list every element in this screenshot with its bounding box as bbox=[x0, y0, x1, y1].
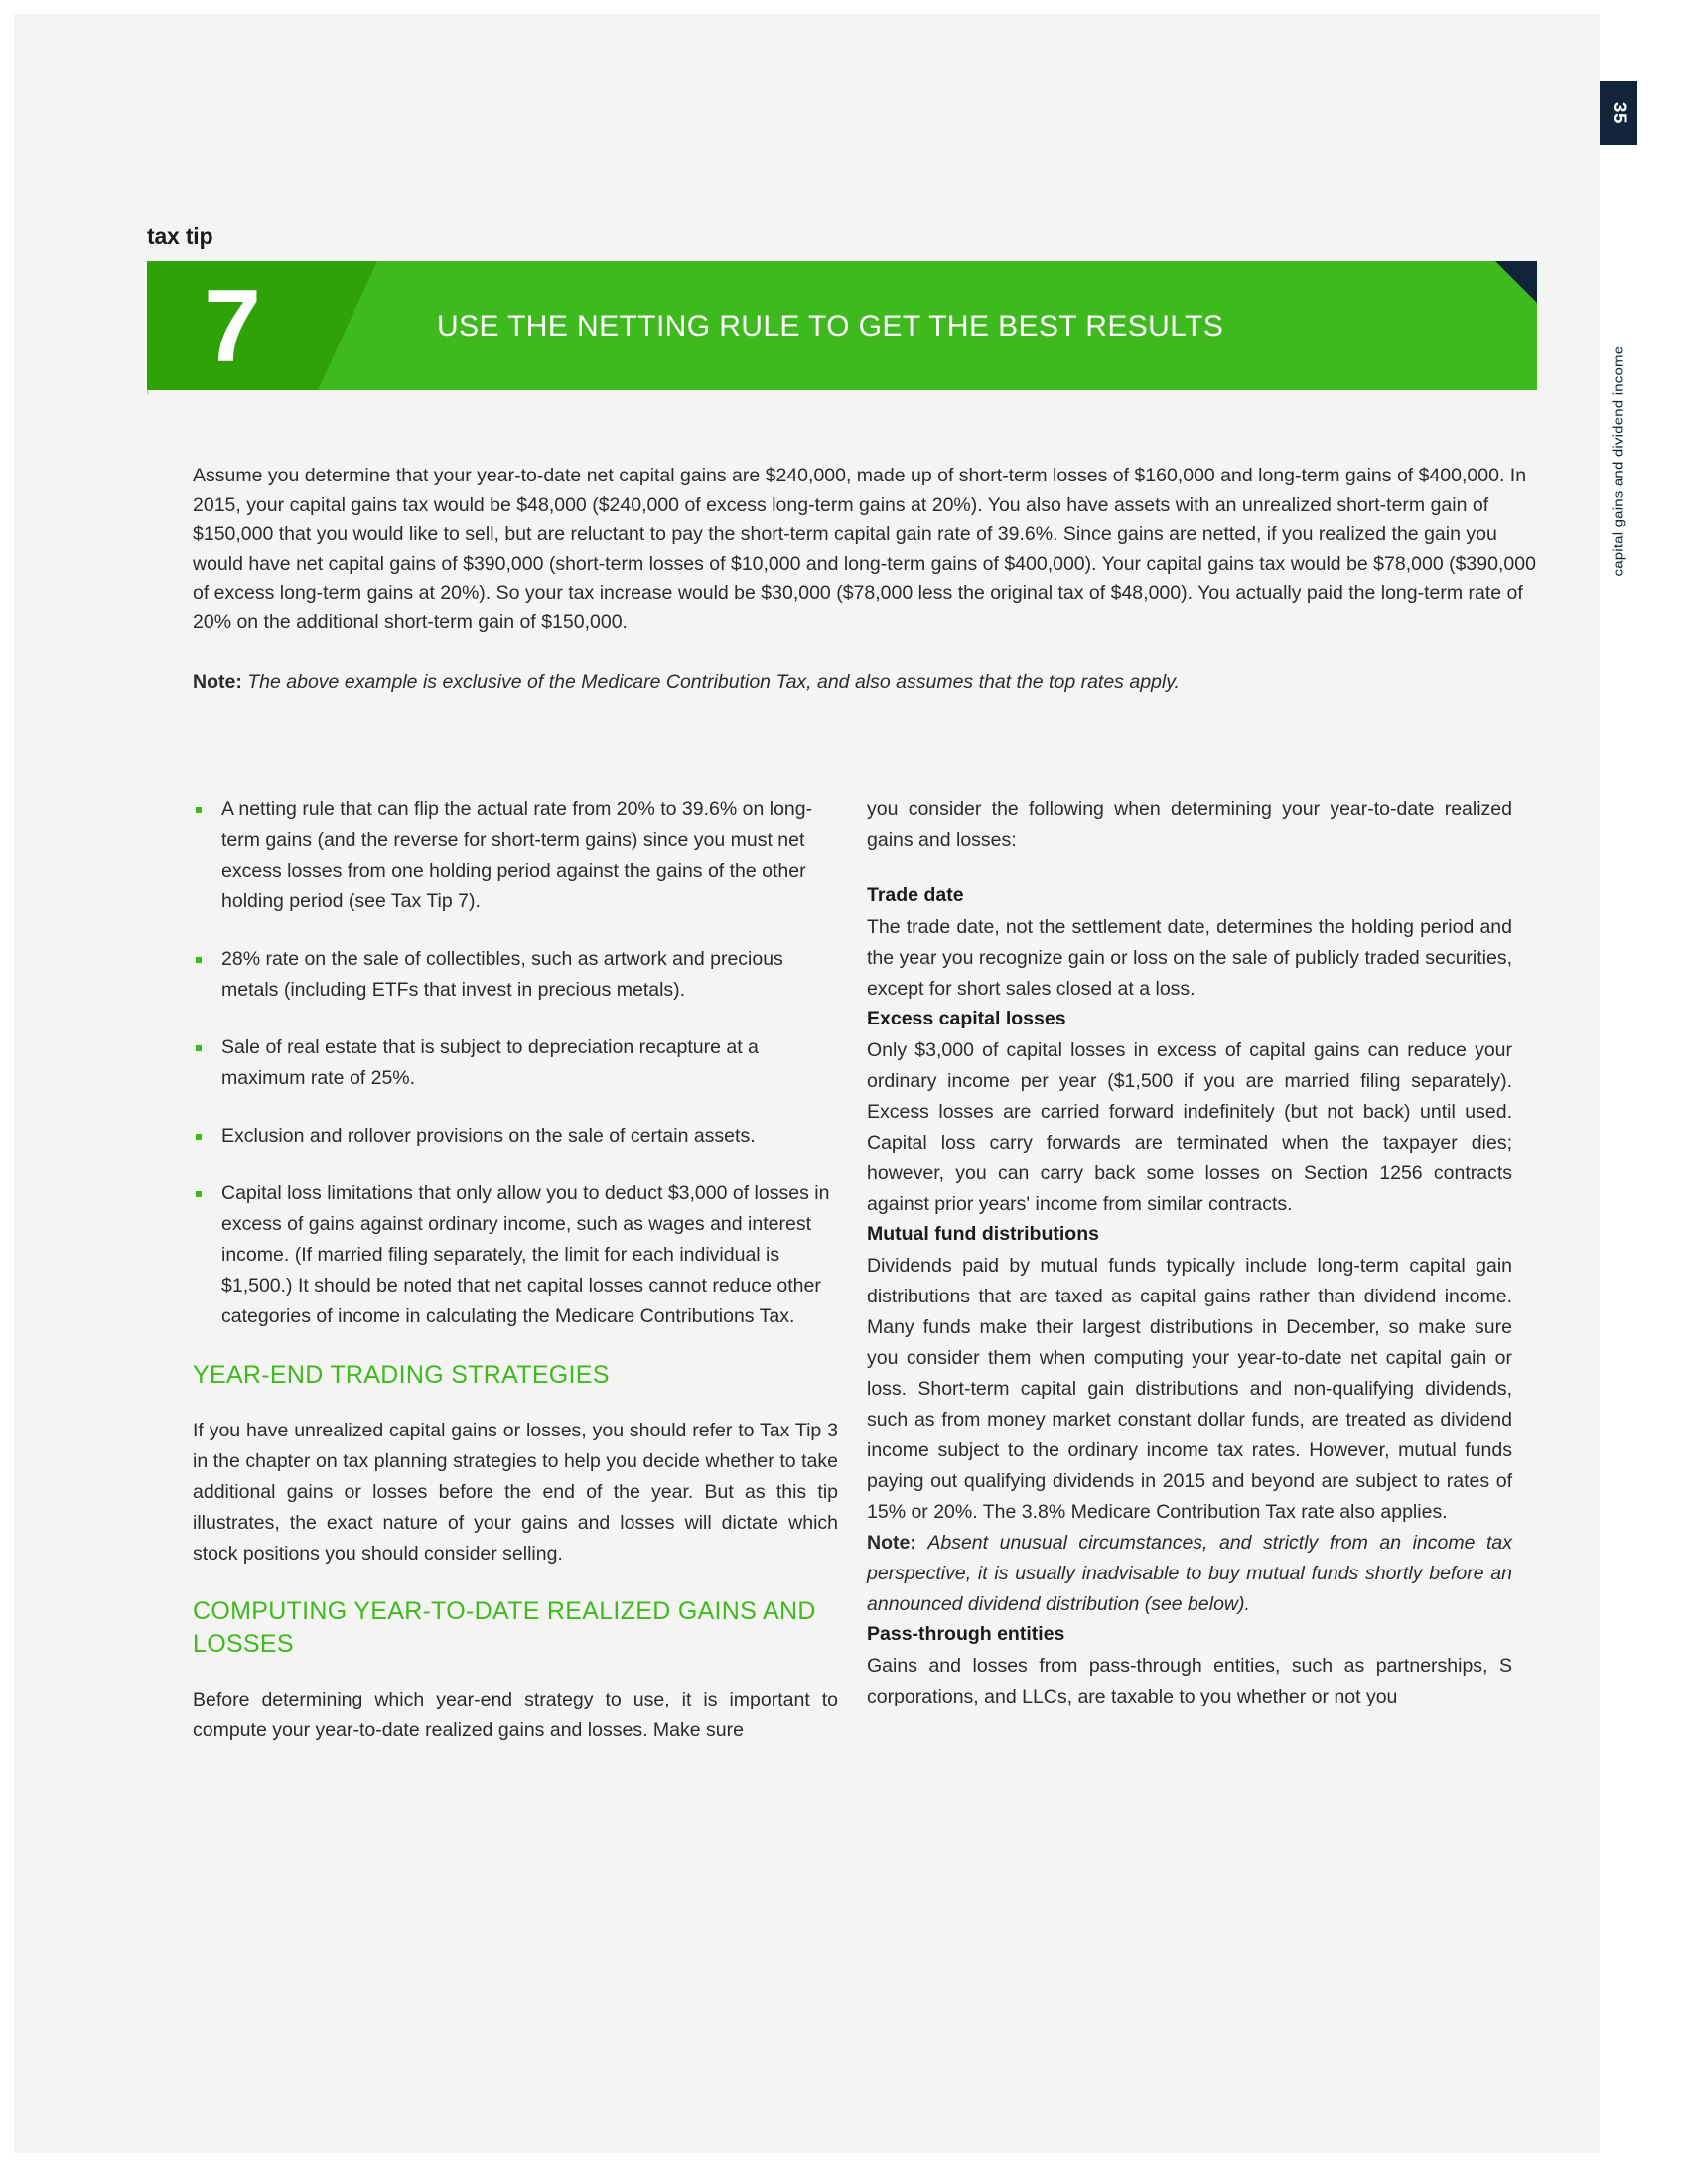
left-column bbox=[193, 794, 838, 1746]
folded-corner-icon bbox=[1495, 261, 1537, 303]
tax-tip-number: 7 bbox=[204, 269, 261, 384]
list-item: Capital loss limitations that only allow you to deduct $3,000 of losses in excess of gains against ordinary income, such as wages and interest income. (If married filing separately, the limit for each individual is $1,500.) It should be noted that net capital losses cannot reduce other categories of income in calculating the Medicare Contributions Tax. bbox=[193, 1178, 838, 1332]
right-column-note bbox=[867, 1528, 1512, 1620]
subheading-excess-capital-losses: Excess capital losses bbox=[867, 1008, 1066, 1029]
right-column-continuation: you consider the following when determining your year-to-date realized gains and losses: bbox=[867, 798, 1512, 851]
section-heading-computing-gains: COMPUTING YEAR-TO-DATE REALIZED GAINS AND LOSSES bbox=[193, 1597, 816, 1658]
subheading-trade-date: Trade date bbox=[867, 885, 964, 906]
paragraph-trade-date: The trade date, not the settlement date, determines the holding period and the year you recognize gain or loss on the sale of publicly traded securities, except for short sales closed at a loss. bbox=[867, 916, 1512, 1000]
key-points-list bbox=[193, 794, 838, 1332]
tax-tip-number-block bbox=[147, 261, 318, 390]
tax-tip-title: USE THE NETTING RULE TO GET THE BEST RESULTS bbox=[437, 310, 1224, 342]
list-item: Sale of real estate that is subject to depreciation recapture at a maximum rate of 25%. bbox=[193, 1032, 838, 1094]
page-number: 35 bbox=[1609, 101, 1629, 125]
page-number-tab bbox=[1600, 81, 1637, 145]
tax-tip-header bbox=[147, 223, 1537, 390]
intro-paragraph: Assume you determine that your year-to-date net capital gains are $240,000, made up of short-term losses of $160,000 and long-term gains of $400,000. In 2015, your capital gains tax would be $48,000 ($240,000 of excess long-term gains at 20%). You also have assets with an unrealized short-term gain of $150,000 that you would like to sell, but are reluctant to pay the short-term capital gain rate of 39.6%. Since gains are netted, if you realized the gain you would have net capital gains of $390,000 (short-term losses of $10,000 and long-term gains of $400,000). Your capital gains tax would be $78,000 ($390,000 of excess long-term gains at 20%). So your tax increase would be $30,000 ($78,000 less the original tax of $48,000). You actually paid the long-term rate of 20% on the additional short-term gain of $150,000. bbox=[193, 465, 1536, 633]
section-paragraph-year-end-trading: If you have unrealized capital gains or losses, you should refer to Tax Tip 3 in the chapter on tax planning strategies to help you decide whether to take additional gains or losses before the end of the year. But as this tip illustrates, the exact nature of your gains and losses will dictate which stock positions you should consider selling. bbox=[193, 1420, 838, 1565]
section-heading-year-end-trading: YEAR-END TRADING STRATEGIES bbox=[193, 1361, 610, 1389]
chapter-side-label-text: capital gains and dividend income bbox=[1610, 345, 1627, 577]
tax-tip-banner bbox=[147, 261, 1537, 390]
paragraph-mutual-fund-distributions: Dividends paid by mutual funds typically include long-term capital gain distributions that are taxed as capital gains rather than dividend income. Many funds make their largest distributions in December, so make sure you consider them when computing your year-to-date net capital gain or loss. Short-term capital gain distributions and non-qualifying dividends, such as from money market constant dollar funds, are treated as dividend income subject to the ordinary income tax rates. However, mutual funds paying out qualifying dividends in 2015 and beyond are subject to rates of 15% or 20%. The 3.8% Medicare Contribution Tax rate also applies. bbox=[867, 1255, 1512, 1523]
paragraph-excess-capital-losses: Only $3,000 of capital losses in excess of capital gains can reduce your ordinary income per year ($1,500 if you are married filing separately). Excess losses are carried forward indefinitely (but not back) until used. Capital loss carry forwards are terminated when the taxpayer dies; however, you can carry back some losses on Section 1256 contracts against prior years' income from similar contracts. bbox=[867, 1039, 1512, 1215]
intro-note bbox=[193, 668, 1536, 698]
list-item: 28% rate on the sale of collectibles, such as artwork and precious metals (including ETFs that invest in precious metals). bbox=[193, 944, 838, 1006]
list-item: A netting rule that can flip the actual rate from 20% to 39.6% on long-term gains (and the reverse for short-term gains) since you must net excess losses from one holding period against the gains of the other holding period (see Tax Tip 7). bbox=[193, 794, 838, 917]
right-column bbox=[867, 794, 1512, 1712]
paragraph-pass-through-entities: Gains and losses from pass-through entities, such as partnerships, S corporations, and LLCs, are taxable to you whether or not you bbox=[867, 1655, 1512, 1707]
list-item: Exclusion and rollover provisions on the sale of certain assets. bbox=[193, 1121, 838, 1152]
intro-note-text: The above example is exclusive of the Medicare Contribution Tax, and also assumes that the top rates apply. bbox=[247, 671, 1180, 693]
right-column-note-label: Note: bbox=[867, 1532, 916, 1554]
subheading-mutual-fund-distributions: Mutual fund distributions bbox=[867, 1223, 1099, 1245]
intro-note-label: Note: bbox=[193, 671, 242, 693]
subheading-pass-through-entities: Pass-through entities bbox=[867, 1623, 1065, 1645]
tax-tip-wedge bbox=[318, 261, 377, 390]
right-column-note-text: Absent unusual circumstances, and strictly from an income tax perspective, it is usually inadvisable to buy mutual funds shortly before an announced dividend distribution (see below). bbox=[867, 1532, 1512, 1615]
section-paragraph-computing-gains: Before determining which year-end strategy to use, it is important to compute your year-to-date realized gains and losses. Make sure bbox=[193, 1689, 838, 1741]
chapter-side-label bbox=[1596, 179, 1641, 576]
tax-tip-label: tax tip bbox=[147, 223, 213, 249]
